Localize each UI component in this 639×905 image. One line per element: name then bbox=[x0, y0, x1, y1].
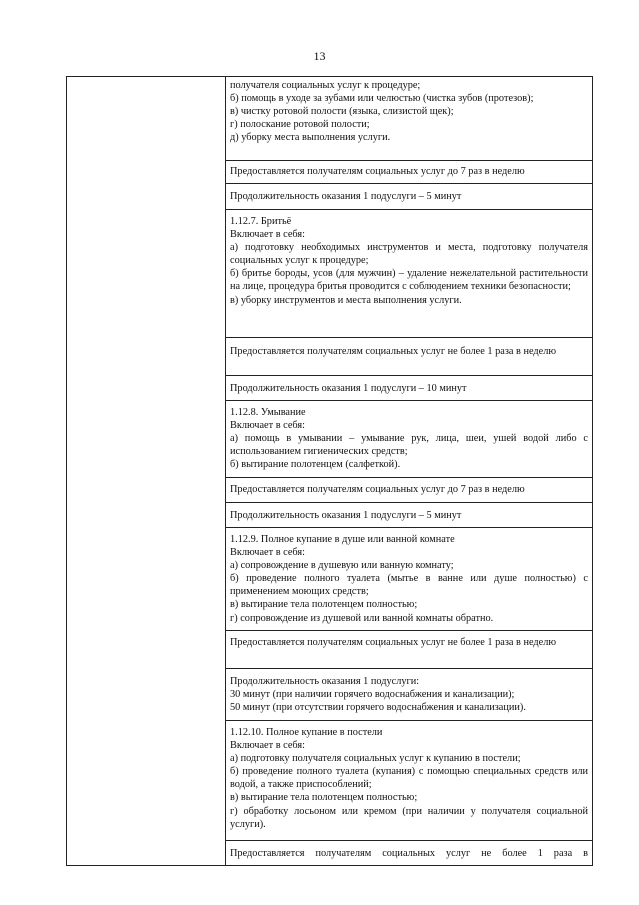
text-line: Включает в себя: bbox=[230, 740, 305, 752]
text-line: Включает в себя: bbox=[230, 547, 305, 559]
text-line: б) проведение полного туалета (мытье в ванне или душе полностью) с применением моющих средств; bbox=[230, 573, 588, 598]
text-line: в) вытирание тела полотенцем полностью; bbox=[230, 599, 418, 611]
text-line: Предоставляется получателям социальных услуг не более 1 раза в неделю bbox=[230, 346, 557, 357]
cell-frequency bbox=[226, 338, 592, 376]
cell-frequency bbox=[226, 841, 592, 865]
text-line: Включает в себя: bbox=[230, 229, 305, 241]
text-line: Предоставляется получателям социальных услуг не более 1 раза в неделю bbox=[230, 637, 557, 648]
text-line: Продолжительность оказания 1 подуслуги: bbox=[230, 676, 420, 687]
text-line: Продолжительность оказания 1 подуслуги – 5 минут bbox=[230, 510, 462, 521]
text-line: 50 минут (при отсутствии горячего водоснабжения и канализации). bbox=[230, 702, 526, 714]
services-table bbox=[66, 76, 593, 866]
cell-shower-bathing bbox=[226, 528, 592, 631]
cell-frequency bbox=[226, 631, 592, 669]
text-line: б) проведение полного туалета (купания) с помощью специальных средств или водой, а также приспособлений; bbox=[230, 766, 588, 791]
cell-duration bbox=[226, 376, 592, 401]
text-line: б) помощь в уходе за зубами или челюстью (чистка зубов (протезов); bbox=[230, 93, 534, 105]
text-line: г) полоскание ротовой полости; bbox=[230, 119, 370, 131]
text-line: 1.12.8. Умывание bbox=[230, 407, 306, 418]
text-line: получателя социальных услуг к процедуре; bbox=[230, 80, 421, 91]
text-line: д) уборку места выполнения услуги. bbox=[230, 132, 391, 144]
text-line: в) вытирание тела полотенцем полностью; bbox=[230, 792, 418, 804]
cell-shaving bbox=[226, 210, 592, 338]
page-number: 13 bbox=[313, 49, 326, 63]
table-right-column bbox=[226, 77, 592, 865]
text-line: Продолжительность оказания 1 подуслуги – 10 минут bbox=[230, 383, 467, 394]
text-line: 1.12.9. Полное купание в душе или ванной комнате bbox=[230, 534, 455, 545]
cell-hygiene-care bbox=[226, 77, 592, 161]
cell-bed-bathing bbox=[226, 721, 592, 841]
text-line: 1.12.7. Бритьё bbox=[230, 216, 292, 227]
text-line: а) сопровождение в душевую или ванную комнату; bbox=[230, 560, 454, 572]
cell-washing bbox=[226, 401, 592, 478]
text-line: а) подготовку необходимых инструментов и места, подготовку получателя социальных услуг к процедуре; bbox=[230, 242, 588, 267]
text-line: Предоставляется получателям социальных услуг не более 1 раза в bbox=[230, 848, 588, 859]
text-line: г) обработку лосьоном или кремом (при наличии у получателя социальной услуги). bbox=[230, 805, 588, 830]
table-left-column bbox=[67, 77, 226, 865]
text-line: Предоставляется получателям социальных услуг до 7 раз в неделю bbox=[230, 484, 525, 495]
cell-duration bbox=[226, 669, 592, 721]
text-line: б) вытирание полотенцем (салфеткой). bbox=[230, 459, 401, 471]
text-line: 30 минут (при наличии горячего водоснабжения и канализации); bbox=[230, 689, 515, 701]
text-line: б) бритье бороды, усов (для мужчин) – удаление нежелательной растительности на лице, процедура бритья проводится с соблюдением техники безопасности; bbox=[230, 268, 588, 293]
text-line: а) помощь в умывании – умывание рук, лица, шеи, ушей водой либо с использованием гигиенических средств; bbox=[230, 433, 588, 458]
text-line: а) подготовку получателя социальных услуг к купанию в постели; bbox=[230, 753, 521, 765]
text-line: в) уборку инструментов и места выполнения услуги. bbox=[230, 294, 462, 306]
text-line: в) чистку ротовой полости (языка, слизистой щек); bbox=[230, 106, 454, 118]
text-line: г) сопровождение из душевой или ванной комнаты обратно. bbox=[230, 612, 494, 624]
cell-frequency bbox=[226, 478, 592, 503]
cell-duration bbox=[226, 184, 592, 210]
text-line: 1.12.10. Полное купание в постели bbox=[230, 727, 383, 738]
text-line: Продолжительность оказания 1 подуслуги – 5 минут bbox=[230, 191, 462, 202]
cell-duration bbox=[226, 503, 592, 528]
cell-frequency bbox=[226, 161, 592, 184]
text-line: Предоставляется получателям социальных услуг до 7 раз в неделю bbox=[230, 166, 525, 177]
text-line: Включает в себя: bbox=[230, 420, 305, 432]
